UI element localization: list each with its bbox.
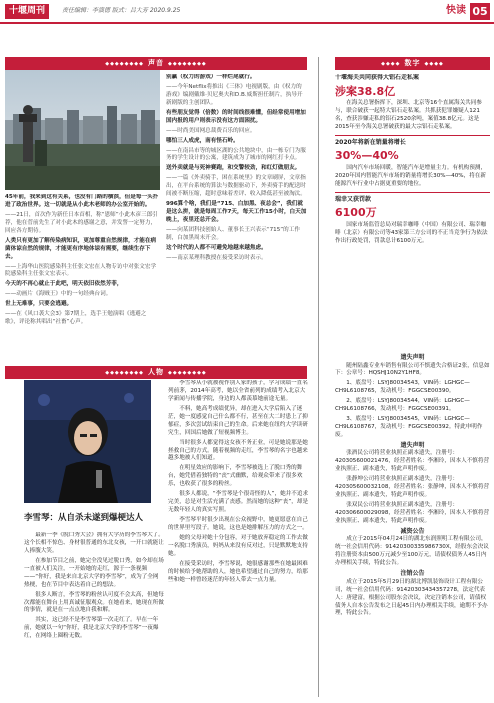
- voice-source: ——在南昌市等的城区湖的公共地块中，由一栋专门为服务的学生设计的公寓，建筑成为了城市的网红打卡点。: [166, 147, 306, 162]
- people-column-2: [168, 380, 309, 697]
- stats-column: [335, 74, 490, 344]
- voice-quote: 别赢（权力的游戏）一样烂尾就行。: [166, 74, 256, 80]
- article-paragraph: 很多人都说，“李雪琴是个很奇怪的人”，她并不追求完美，总是对生活充满了丧感。然而她的这种“丧”，却是无数年轻人的真实写照。: [168, 491, 309, 514]
- voice-source: ——一篇《外卖骑手，困在系统里》的文章刷屏，文章指出，在平台系统的算法与数据驱动下，外卖骑手的配送时间被不断压缩，超时意味着差评、收入降低甚至被淘汰。: [166, 175, 306, 198]
- stat-divider: [335, 192, 490, 193]
- notice-text: 随州陆鑫专业车销售有限公司不慎遗失合格证2张，信息如下：公章号：HQSHJ10N2Y1HF8。: [335, 362, 490, 377]
- diamond-icon: ◆◆◆◆◆◆◆◆: [105, 61, 144, 67]
- voice-quote: 有些朋友觉得（倍数）的时间线很难懂，但经常使用增加国内报的用户则表示没有这方面困扰。: [166, 109, 306, 124]
- voice-quote: 今天的不再心就止于此吧，明天依旧依然芳菲，: [5, 281, 123, 288]
- stat-title: 2020年将新在销量将增长: [335, 138, 406, 146]
- article-paragraph: 李雪琴从小就被视作别人家的孩子，学习成绩一直名列前茅，2014年高考，她以全省前列的成绩考入北京大学新闻与传播学院，身边的人都羡慕她前途无量。: [168, 380, 308, 402]
- voice-quote: 996算个啥，我们是“715、白加黑、夜总会”，我们就是这么拼，就是每周工作7天，每天工作15小时，白天加晚上，夜里还总开会。: [166, 201, 307, 223]
- notice-text: 张静坤公司将营业执照正副本遗失，注册号：420305600032108，经营者姓名：张静坤，因本人不慎将营业执照正、副本遗失，特此声明作废。: [335, 476, 490, 499]
- stat-block: [335, 74, 490, 132]
- article-paragraph: 在接受采访时，李雪琴说，她很感谢那些在她最困难的时候给予她帮助的人，她也希望通过自己的努力，给那些和她一样曾经迷茫的年轻人带去一点力量。: [168, 560, 308, 583]
- banner-people: [5, 366, 307, 379]
- voice-source: ——南京某理科教授在接受采访时表示。: [166, 254, 267, 261]
- notice-heading: 减资公告: [400, 527, 425, 535]
- notice-text: 张双民公司将营业执照正副本遗失，注册号：420306600029098，经营者姓名：李湘玲，因本人不慎将营业执照正、副本遗失，特此声明作废。: [335, 502, 490, 524]
- article-title-wrap: [24, 512, 164, 528]
- notice-heading: 遗失声明: [400, 354, 425, 361]
- article-paragraph: 在明星效应的影响下，李雪琴被选上了脱口秀的舞台，她凭借着独特的“丧”式幽默，给观众带来了很多欢乐，也收获了很多的粉丝。: [168, 465, 303, 488]
- cityscape-image: [5, 70, 160, 190]
- article-paragraph: 在参加节目之前，她完全没见过脱口秀，如今却在场一直被人们关注，一开始她的走红，源于一条视频——“你好，我是来自北京大学的李雪琴”，成为了全网热梗，也在节目中表达着自己的想法。: [24, 557, 164, 588]
- portrait-image: [24, 380, 151, 503]
- page-number: 05: [470, 3, 490, 20]
- newspaper-logo: 十堰周刊: [5, 4, 49, 19]
- diamond-icon: ◆◆◆◆◆◆◆◆: [168, 61, 207, 67]
- article-paragraph: 李雪琴平时很少出现在公众视野中，她更愿意在自己的世界里写段子。她说，这也是她排解压力的方式之一。: [168, 517, 308, 531]
- voice-quote: 人类只有更加了解传染病知识，更加尊重自然规律，才能在病菌体谅自然的规律，才能更有序地体谅有需要，继续生存下去。: [5, 237, 157, 260]
- photo-cityscape: [5, 70, 160, 190]
- diamond-icon: ◆◆◆◆◆◆◆◆: [168, 370, 207, 376]
- article-paragraph: 她的父母对她十分包容，对于她放弃稳定的工作去做一名脱口秀演员，妈妈从来没有反对过，只是默默地支持她。: [168, 534, 308, 557]
- banner-voice-label: 声音: [148, 59, 164, 67]
- stat-divider: [335, 135, 490, 136]
- stat-number: 6100万: [335, 206, 377, 220]
- banner-digits-label: 数字: [404, 59, 421, 67]
- stat-number: 30%—40%: [335, 149, 399, 163]
- people-column-1: [24, 532, 164, 697]
- notice-text: 3、底盘号：LSYJ80034545，VIN码：LGHGC—CH9L6108767，发动机号：FGGCSE00392。特此申明作废。: [335, 416, 483, 439]
- stat-title: 瑞幸又获罚款: [335, 195, 372, 203]
- voice-source: ——在《风口袭大会3》第7期上，选手王勉演唱《逃避之歌》，评论称其唱出“社畜”心声。: [5, 311, 147, 326]
- stat-number: 涉案38.8亿: [335, 84, 396, 98]
- banner-digits: [335, 57, 490, 70]
- article-paragraph: 其实，这已经不是李雪琴第一次走红了。早在一年前，她就以一句“你好，我是北京大学的李雪琴”一夜爆红，在网络上圈粉无数。: [24, 617, 159, 640]
- stat-block: [335, 196, 490, 246]
- voice-source: ——时尚美国网总裁费百乐的回应。: [166, 127, 256, 134]
- article-paragraph: 当时很多人都觉得这女孩不务正业，可是她说那是她拯救自己的方式。随着视频的走红，李雪琴的名字也越来越多地被人们知道。: [168, 439, 308, 462]
- voice-quote: 45年前，我来到这有关系，也没有门路的横滨，但是每一头扑进了政治世界。这一切就是从小此木老师的办公室开始的。: [5, 194, 159, 208]
- page-header: [0, 0, 494, 24]
- banner-voice: [5, 57, 307, 70]
- diamond-icon: ◆◆◆◆◆◆◆◆: [105, 370, 144, 376]
- stat-block: [335, 139, 490, 189]
- voice-quote: 哪怕三人成虎，南有怪石岭。: [166, 137, 239, 144]
- notice-heading: 遗失声明: [400, 441, 425, 449]
- notice-text: 成立于2015年04月24日的湖北东润照明工程有限公司，统一社会信用代码：91420300335986730X，经股东会决议将注册资本由500万元减少至100万元，请债权债务人45日内办理相关手续，特此公告。: [335, 536, 489, 567]
- banner-people-label: 人物: [148, 368, 164, 376]
- stat-description: 国内汽车市场回暖，智能汽车是增量主力。有机构预测，2020年国内智能汽车市场的销量将增长30%—40%，将在新能源汽车行业中占据更重要的地位。: [335, 165, 487, 187]
- voice-source: ——向某团科技创始人、董事长王兴表示“715”的工作制，白加黑周末开会。: [166, 226, 300, 241]
- voice-source: ——21日，首次作为新任日本首相，称“恩师”小此木彦三郎引荐，他在菅前先生了对小此木的感谢之意，并发誓一定努力，回应各方期待。: [5, 211, 158, 234]
- diamond-icon: ◆◆◆◆: [381, 61, 401, 67]
- notice-text: 张酒民公司将营业执照正副本遗失，注册号：420305600021476，经营者姓名：李湘玲，因本人不慎将营业执照正、副本遗失，特此声明作废。: [335, 450, 490, 473]
- article-paragraph: 很多人断言，李雪琴的粉丝认可度不会太高，但她每次都能在舞台上用真诚征服观众。在她看来，她现在所做的事情，就是在一点点地自我和解。: [24, 591, 164, 614]
- notice-heading: 注销公告: [400, 570, 425, 578]
- notice-text: 1、底盘号：LSYJ80034543，VIN码：LGHGC—CH9L6108765，发动机号：FGGCSE00390。: [335, 380, 470, 395]
- voice-source: ——动画片《海贼王》中的一句经典台词。: [5, 291, 112, 298]
- notice-text: 2、底盘号：LSYJ80034544，VIN码：LGHGC—CH9L6108766，发动机号：FGGCSE00391。: [335, 398, 470, 413]
- notices-column: [335, 352, 490, 697]
- section-name: 快读: [446, 5, 466, 16]
- column-divider: [318, 57, 319, 697]
- article-paragraph: 最新一季《脱口秀大会》拥有大学历的李雪琴大了。这个长相不惊色、身材很普通的东北女孩，一开口就能让人捧腹大笑。: [24, 532, 164, 554]
- voice-quote: 这个时代的人都不可避免地越来越焦虑。: [166, 244, 267, 251]
- voice-column-2: [166, 74, 307, 364]
- voice-quote: 世上无难事，只要会逃避。: [5, 301, 73, 308]
- editor-info: 责任编辑：李演德 版式：吕大芳 2020.9.25: [62, 7, 181, 14]
- article-title: 李雪琴：从自杀未遂到爆梗达人: [24, 513, 144, 523]
- voice-source: ——今年Netflix将推出《三体》电视剧版，由《权力的游戏》编剧戴维·贝尼奥夫和D.B.威斯担任制片，执导开新剧版的主创团队。: [166, 83, 303, 106]
- stat-description: 国家市场监管总局对瑞幸咖啡（中国）有限公司、瑞幸咖啡（北京）有限公司等43家第三方公司的不正当竞争行为依法作出行政处罚，罚款总计6100万元。: [335, 221, 488, 244]
- voice-column-1: [5, 194, 160, 364]
- stat-description: 在海关总署指挥下，深圳、北京等16个直属海关共同参与，联合破获一起特大铝石走私案。共抓获犯罪嫌疑人121名，查获涉嫌走私的铝石2520余吨，案值38.8亿元。这是2015年至今海关总署破获的最大宗铝石走私案。: [335, 100, 482, 130]
- notice-text: 成立于2015年5月29日的湖北博凯装饰设计工程有限公司，统一社会信用代码：91420303434357278，法定代表人：唐建富，根据公司股东会决议，决定注销本公司，请债权债务人自本公告发布之日起45日内办理相关手续，逾期不予办理，特此公告。: [335, 578, 488, 617]
- photo-li-xueqin: [24, 380, 151, 503]
- article-paragraph: 不料，她高考成绩优异，却在进入大学后陷入了迷茫，她一度感觉自己什么都不行，甚至在大二时患上了抑郁症，多次尝试结束自己的生命。后来她在纽约大学读研究生，回国后她做了短视频博主。: [168, 405, 308, 436]
- stat-title: 十堰海关共同获得大铝石走私案: [335, 74, 420, 81]
- voice-quote: 送外卖就是与死神赛跑，和交警较劲，和红灯做朋友。: [166, 165, 301, 172]
- diamond-icon: ◆◆◆◆: [424, 61, 444, 67]
- voice-source: ——上海华山医院感染科主任张文宏在人物专访中对张文宏学院感染科主任张文宏表示。: [5, 263, 157, 278]
